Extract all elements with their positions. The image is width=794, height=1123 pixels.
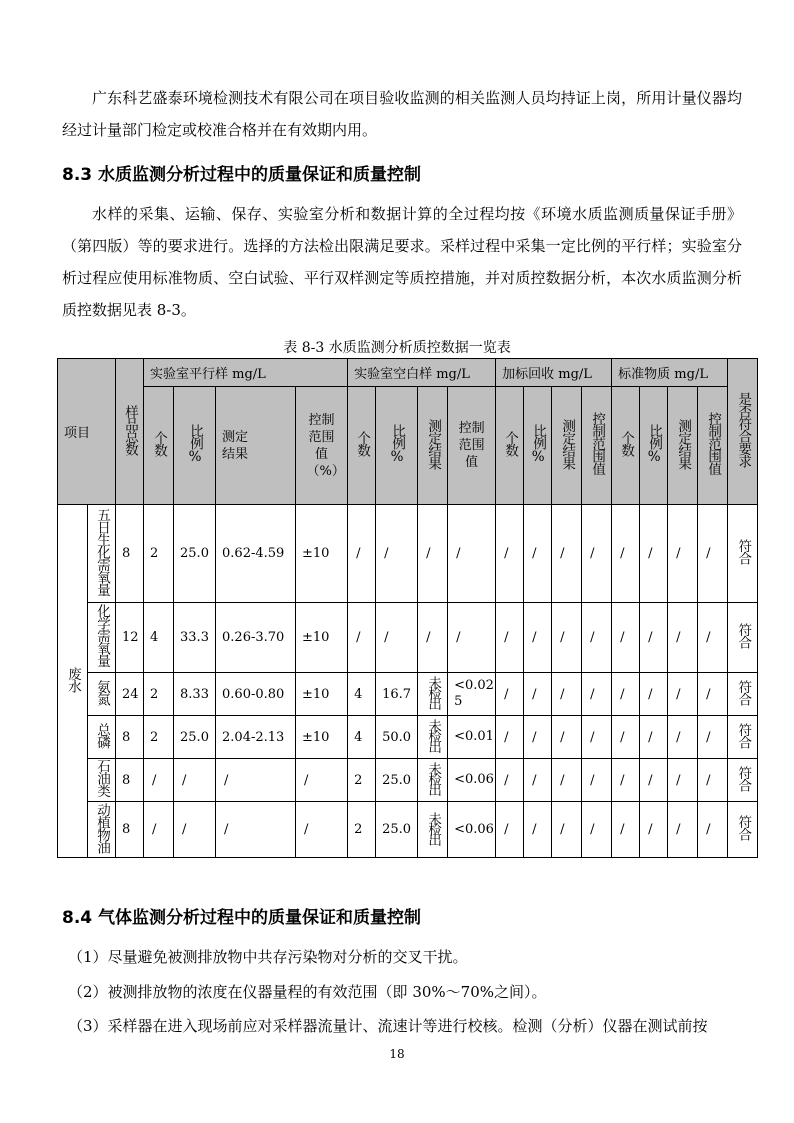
row-parallel-ratio: /: [174, 759, 216, 802]
row-standard-count: /: [612, 759, 640, 802]
row-recovery-count: /: [496, 802, 524, 858]
row-blank-result: 未检出: [418, 759, 448, 802]
row-blank-count: /: [348, 505, 376, 603]
row-recovery-result: /: [552, 505, 582, 603]
qc-data-table: [57, 358, 758, 858]
section-8-4-heading: 8.4 气体监测分析过程中的质量保证和质量控制: [62, 908, 422, 928]
row-parallel-ratio: 25.0: [174, 505, 216, 603]
row-standard-result: /: [668, 802, 698, 858]
row-recovery-result: /: [552, 802, 582, 858]
row-parallel-range: /: [296, 802, 348, 858]
row-parallel-result: 0.62-4.59: [216, 505, 296, 603]
row-total: 8: [116, 759, 144, 802]
row-blank-result: /: [418, 603, 448, 673]
row-recovery-result: /: [552, 603, 582, 673]
row-parallel-range: ±10: [296, 716, 348, 759]
row-item: 总磷: [88, 716, 116, 759]
row-recovery-result: /: [552, 716, 582, 759]
category-cell: 废水: [58, 505, 88, 858]
row-standard-count: /: [612, 505, 640, 603]
row-standard-ratio: /: [640, 802, 668, 858]
row-parallel-result: 0.26-3.70: [216, 603, 296, 673]
row-blank-count: 2: [348, 759, 376, 802]
row-item: 氨氮: [88, 673, 116, 716]
row-parallel-count: 2: [144, 505, 174, 603]
row-parallel-result: /: [216, 802, 296, 858]
table-row: [58, 603, 758, 673]
row-parallel-ratio: /: [174, 802, 216, 858]
row-recovery-range: /: [582, 716, 612, 759]
row-blank-result: 未检出: [418, 802, 448, 858]
row-standard-result: /: [668, 716, 698, 759]
row-standard-count: /: [612, 603, 640, 673]
header-recovery-range: 控制范围值: [582, 387, 612, 505]
row-standard-range: /: [698, 505, 728, 603]
row-blank-count: 4: [348, 673, 376, 716]
row-recovery-count: /: [496, 716, 524, 759]
row-recovery-ratio: /: [524, 759, 552, 802]
row-standard-count: /: [612, 802, 640, 858]
row-parallel-ratio: 8.33: [174, 673, 216, 716]
row-standard-result: /: [668, 759, 698, 802]
row-standard-range: /: [698, 759, 728, 802]
row-parallel-count: /: [144, 802, 174, 858]
row-blank-ratio: 25.0: [376, 802, 418, 858]
row-standard-ratio: /: [640, 759, 668, 802]
row-standard-result: /: [668, 673, 698, 716]
header-recovery-count: 个数: [496, 387, 524, 505]
row-standard-count: /: [612, 716, 640, 759]
row-recovery-range: /: [582, 603, 612, 673]
row-recovery-ratio: /: [524, 716, 552, 759]
row-standard-ratio: /: [640, 505, 668, 603]
table-row: [58, 802, 758, 858]
row-parallel-range: /: [296, 759, 348, 802]
row-blank-ratio: /: [376, 603, 418, 673]
page-number: 18: [389, 1047, 405, 1061]
row-item: 石油类: [88, 759, 116, 802]
list-item: （1）尽量避免被测排放物中共存污染物对分析的交叉干扰。: [68, 948, 468, 966]
row-parallel-count: 4: [144, 603, 174, 673]
row-standard-range: /: [698, 603, 728, 673]
header-parallel-result: 测定结果: [216, 387, 296, 505]
section-8-3-paragraph: 水样的采集、运输、保存、实验室分析和数据计算的全过程均按《环境水质监测质量保证手册》（第四版）等的要求进行。选择的方法检出限满足要求。采样过程中采集一定比例的平行样；实验室分析过程应使用标准物质、空白试验、平行双样测定等质控措施，并对质控数据分析，本次水质监测分析质控数据见表 8-3。: [62, 205, 742, 319]
header-group-recovery: 加标回收 mg/L: [496, 359, 612, 387]
table-header-row-2: [58, 387, 758, 505]
table-row: [58, 759, 758, 802]
row-recovery-range: /: [582, 759, 612, 802]
row-parallel-range: ±10: [296, 505, 348, 603]
row-parallel-count: 2: [144, 716, 174, 759]
header-group-standard: 标准物质 mg/L: [612, 359, 728, 387]
row-parallel-range: ±10: [296, 603, 348, 673]
header-group-parallel: 实验室平行样 mg/L: [144, 359, 348, 387]
table-header-row-1: [58, 359, 758, 387]
list-item: （3）采样器在进入现场前应对采样器流量计、流速计等进行校核。检测（分析）仪器在测试前按: [68, 1017, 708, 1035]
header-item: 项目: [58, 359, 116, 505]
row-recovery-result: /: [552, 759, 582, 802]
row-parallel-result: 2.04-2.13: [216, 716, 296, 759]
row-blank-ratio: 25.0: [376, 759, 418, 802]
header-blank-range: 控制范围值: [448, 387, 496, 505]
row-recovery-ratio: /: [524, 673, 552, 716]
row-item: 五日生化需氧量: [88, 505, 116, 603]
row-standard-range: /: [698, 716, 728, 759]
row-compliance: 符合: [728, 673, 758, 716]
row-blank-range: <0.06: [448, 802, 496, 858]
row-parallel-ratio: 25.0: [174, 716, 216, 759]
row-total: 8: [116, 802, 144, 858]
row-blank-range: <0.025: [448, 673, 496, 716]
row-blank-ratio: /: [376, 505, 418, 603]
row-parallel-result: /: [216, 759, 296, 802]
row-blank-result: 未检出: [418, 716, 448, 759]
header-compliance: 是否符合要求: [728, 359, 758, 505]
table-row: [58, 505, 758, 603]
row-parallel-count: /: [144, 759, 174, 802]
header-parallel-count: 个数: [144, 387, 174, 505]
list-item: （2）被测排放物的浓度在仪器量程的有效范围（即 30%～70%之间）。: [68, 983, 547, 1001]
row-recovery-count: /: [496, 505, 524, 603]
header-standard-ratio: 比例%: [640, 387, 668, 505]
header-blank-ratio: 比例%: [376, 387, 418, 505]
row-standard-range: /: [698, 673, 728, 716]
header-parallel-ratio: 比例%: [174, 387, 216, 505]
row-parallel-ratio: 33.3: [174, 603, 216, 673]
header-standard-result: 测定结果: [668, 387, 698, 505]
row-blank-ratio: 16.7: [376, 673, 418, 716]
row-compliance: 符合: [728, 505, 758, 603]
intro-paragraph: 广东科艺盛泰环境检测技术有限公司在项目验收监测的相关监测人员均持证上岗，所用计量仪器均经过计量部门检定或校准合格并在有效期内用。: [62, 89, 742, 139]
header-recovery-result: 测定结果: [552, 387, 582, 505]
row-parallel-range: ±10: [296, 673, 348, 716]
row-recovery-range: /: [582, 802, 612, 858]
row-standard-range: /: [698, 802, 728, 858]
header-blank-result: 测定结果: [418, 387, 448, 505]
row-standard-ratio: /: [640, 716, 668, 759]
row-blank-count: 4: [348, 716, 376, 759]
row-blank-range: /: [448, 603, 496, 673]
row-recovery-count: /: [496, 759, 524, 802]
row-blank-ratio: 50.0: [376, 716, 418, 759]
row-blank-range: /: [448, 505, 496, 603]
row-recovery-count: /: [496, 673, 524, 716]
row-recovery-count: /: [496, 603, 524, 673]
row-standard-count: /: [612, 673, 640, 716]
row-blank-result: 未检出: [418, 673, 448, 716]
row-standard-ratio: /: [640, 603, 668, 673]
row-recovery-ratio: /: [524, 505, 552, 603]
table-row: [58, 673, 758, 716]
header-standard-count: 个数: [612, 387, 640, 505]
table-caption: 表 8-3 水质监测分析质控数据一览表: [283, 340, 511, 356]
row-recovery-ratio: /: [524, 603, 552, 673]
row-compliance: 符合: [728, 759, 758, 802]
header-sample-total: 样品总数: [116, 359, 144, 505]
row-total: 8: [116, 505, 144, 603]
row-total: 8: [116, 716, 144, 759]
row-blank-result: /: [418, 505, 448, 603]
row-blank-range: <0.06: [448, 759, 496, 802]
row-recovery-range: /: [582, 673, 612, 716]
row-total: 12: [116, 603, 144, 673]
row-item: 化学需氧量: [88, 603, 116, 673]
row-recovery-result: /: [552, 673, 582, 716]
row-standard-ratio: /: [640, 673, 668, 716]
row-compliance: 符合: [728, 716, 758, 759]
row-compliance: 符合: [728, 802, 758, 858]
table-row: [58, 716, 758, 759]
row-recovery-ratio: /: [524, 802, 552, 858]
header-group-blank: 实验室空白样 mg/L: [348, 359, 496, 387]
header-parallel-range: 控制范围值（%）: [296, 387, 348, 505]
row-compliance: 符合: [728, 603, 758, 673]
row-blank-range: <0.01: [448, 716, 496, 759]
header-recovery-ratio: 比例%: [524, 387, 552, 505]
row-recovery-range: /: [582, 505, 612, 603]
row-parallel-result: 0.60-0.80: [216, 673, 296, 716]
row-standard-result: /: [668, 603, 698, 673]
header-standard-range: 控制范围值: [698, 387, 728, 505]
section-8-3-heading: 8.3 水质监测分析过程中的质量保证和质量控制: [62, 165, 422, 185]
row-standard-result: /: [668, 505, 698, 603]
row-total: 24: [116, 673, 144, 716]
header-blank-count: 个数: [348, 387, 376, 505]
row-blank-count: /: [348, 603, 376, 673]
row-blank-count: 2: [348, 802, 376, 858]
row-parallel-count: 2: [144, 673, 174, 716]
row-item: 动植物油: [88, 802, 116, 858]
